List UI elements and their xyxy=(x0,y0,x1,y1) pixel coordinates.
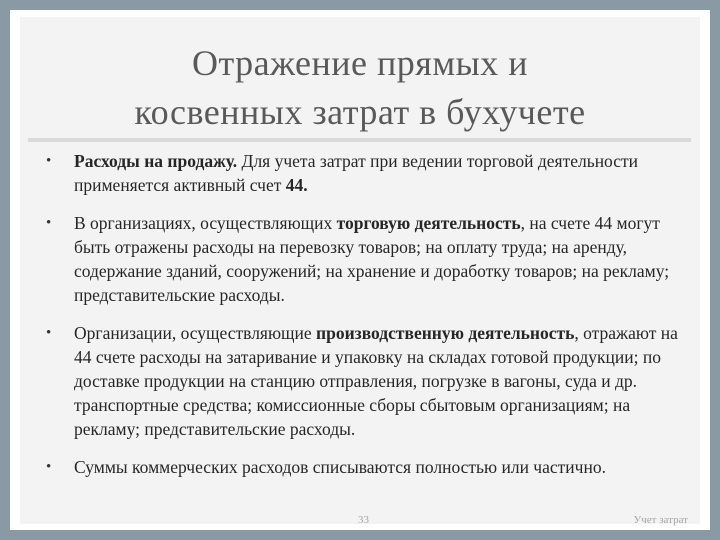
bullet-2-after: , на счете 44 могут быть отражены расходы на перевозку товаров; на оплату труда; на аренду, содержание зданий, сооружений; на хранение и доработку товаров; на рекламу; представительские расходы. xyxy=(74,213,670,305)
title-line-1: Отражение прямых и xyxy=(191,43,529,83)
bullet-2-before: В организациях, осуществляющих xyxy=(74,213,337,233)
title-divider xyxy=(28,138,691,142)
bullet-2-bold: торговую деятельность xyxy=(336,213,521,233)
title-line-2: косвенных затрат в бухучете xyxy=(134,92,586,132)
footer-text: Учет затрат xyxy=(633,514,688,526)
bullet-icon: • xyxy=(46,153,52,169)
bullet-item-3 xyxy=(34,321,694,441)
bullet-3-bold: производственную деятельность xyxy=(316,323,575,343)
bullet-icon: • xyxy=(46,459,52,475)
slide xyxy=(10,10,710,530)
bullet-item-1 xyxy=(34,149,694,197)
bullet-4-text: Суммы коммерческих расходов списываются полностью или частично. xyxy=(74,457,606,477)
bullet-list xyxy=(34,149,694,493)
bullet-item-2 xyxy=(34,211,694,307)
bullet-1-bold-lead: Расходы на продажу. xyxy=(74,151,238,171)
slide-title xyxy=(20,39,700,137)
bullet-1-text: Для учета затрат при ведении торговой деятельности применяется активный счет xyxy=(74,151,639,195)
page-number: 33 xyxy=(358,514,369,526)
slide-content-area xyxy=(20,17,700,524)
bullet-1-bold-tail: 44. xyxy=(285,175,308,195)
bullet-3-before: Организации, осуществляющие xyxy=(74,323,317,343)
bullet-icon: • xyxy=(46,325,52,341)
bullet-3-after: , отражают на 44 счете расходы на затаривание и упаковку на складах готовой продукции; по доставке продукции на станцию отправления, погрузке в вагоны, суда и др. транспортные средства; комиссионные сборы сбытовым организациям; на рекламу; представительские расходы. xyxy=(74,323,678,439)
bullet-item-4 xyxy=(34,455,694,479)
bullet-icon: • xyxy=(46,215,52,231)
